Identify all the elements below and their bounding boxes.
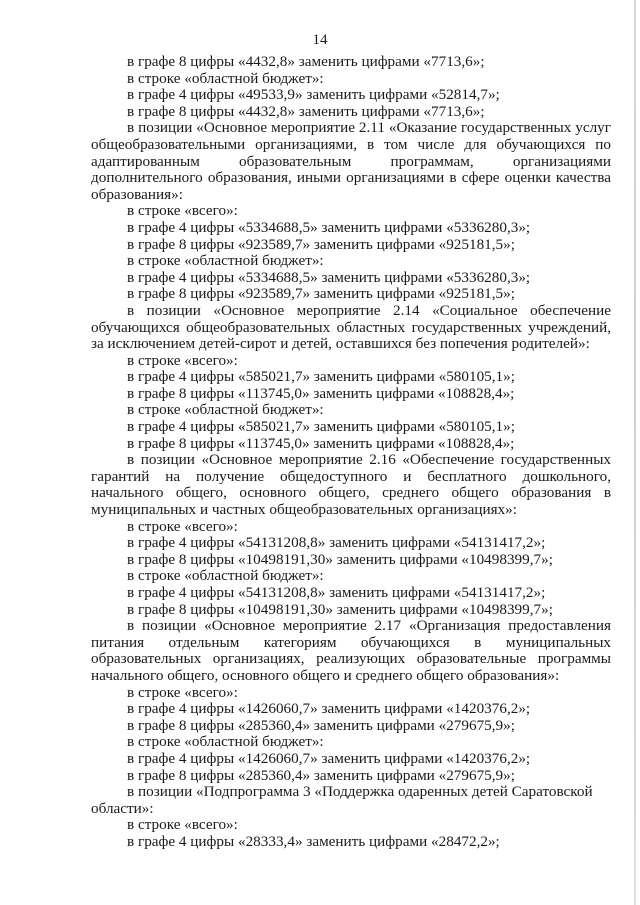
document-paragraph: в графе 4 цифры «1426060,7» заменить цифрами «1420376,2»; [127,700,531,718]
document-paragraph: в строке «областной бюджет»: [127,733,324,751]
document-paragraph: в строке «всего»: [127,517,238,535]
document-paragraph: в графе 4 цифры «585021,7» заменить цифрами «580105,1»; [127,368,515,386]
document-paragraph: в графе 4 цифры «54131208,8» заменить цифрами «54131417,2»; [127,584,546,601]
document-paragraph: в строке «всего»: [127,816,238,834]
document-paragraph: в позиции «Основное мероприятие 2.17 «Организация предоставления питания отдельным категориям обучающихся в муниципальных образовательных организациях, реализующих образовательные программы начального общего, основного общего и среднего общего образования»: [91,617,611,684]
document-paragraph: в позиции «Подпрограмма 3 «Поддержка одаренных детей Саратовской области»: [91,783,593,817]
document-paragraph: в графе 8 цифры «4432,8» заменить цифрами «7713,6»; [127,102,485,120]
page-number: 14 [312,32,328,48]
document-paragraph: в графе 4 цифры «5334688,5» заменить цифрами «5336280,3»; [127,268,531,286]
document-paragraph: в графе 8 цифры «113745,0» заменить цифрами «108828,4»; [127,384,515,402]
document-paragraph: в графе 4 цифры «54131208,8» заменить цифрами «54131417,2»; [127,534,546,552]
document-paragraph: в графе 4 цифры «49533,9» заменить цифрами «52814,7»; [127,86,500,104]
document-paragraph: в строке «всего»: [127,202,238,220]
document-paragraph: в позиции «Основное мероприятие 2.11 «Оказание государственных услуг общеобразовательными организациями, в том числе для обучающихся по адаптированным образовательным программам, организациями дополнительного образования, иными организациями в сфере оценки качества образования»: [91,119,611,203]
document-paragraph: в графе 8 цифры «113745,0» заменить цифрами «108828,4»; [127,434,515,452]
document-paragraph: в графе 4 цифры «1426060,7» заменить цифрами «1420376,2»; [127,749,531,767]
document-paragraph: в графе 4 цифры «5334688,5» заменить цифрами «5336280,3»; [127,218,531,236]
document-paragraph: в строке «всего»: [127,683,238,701]
document-paragraph: в строке «областной бюджет»: [127,401,324,419]
document-paragraph: в графе 8 цифры «10498191,30» заменить цифрами «10498399,7»; [127,550,553,568]
document-paragraph: в графе 8 цифры «923589,7» заменить цифрами «925181,5»; [127,285,515,303]
page-edge-shadow [634,0,636,905]
document-paragraph: в графе 4 цифры «585021,7» заменить цифрами «580105,1»; [127,418,515,436]
document-paragraph: в строке «областной бюджет»: [127,252,324,270]
document-paragraph: в строке «областной бюджет»: [127,567,324,585]
document-paragraph: в строке «областной бюджет»: [127,69,324,87]
document-paragraph: в графе 4 цифры «28333,4» заменить цифрами «28472,2»; [127,832,500,850]
document-paragraph: в графе 8 цифры «285360,4» заменить цифрами «279675,9»; [127,716,515,734]
document-body [91,54,611,851]
document-paragraph: в позиции «Основное мероприятие 2.16 «Обеспечение государственных гарантий на получение общедоступного и бесплатного дошкольного, начального общего, основного общего, среднего общего образования в муниципальных и частных общеобразовательных организациях»: [91,451,611,519]
document-paragraph: в графе 8 цифры «923589,7» заменить цифрами «925181,5»; [127,235,515,253]
document-paragraph: в графе 8 цифры «285360,4» заменить цифрами «279675,9»; [127,766,515,784]
document-paragraph: в графе 8 цифры «10498191,30» заменить цифрами «10498399,7»; [127,600,553,618]
document-paragraph: в позиции «Основное мероприятие 2.14 «Социальное обеспечение обучающихся общеобразовательных областных государственных учреждений, за исключением детей-сирот и детей, оставшихся без попечения родителей»: [91,301,611,353]
document-paragraph: в строке «всего»: [127,351,238,369]
document-paragraph: в графе 8 цифры «4432,8» заменить цифрами «7713,6»; [127,53,485,70]
